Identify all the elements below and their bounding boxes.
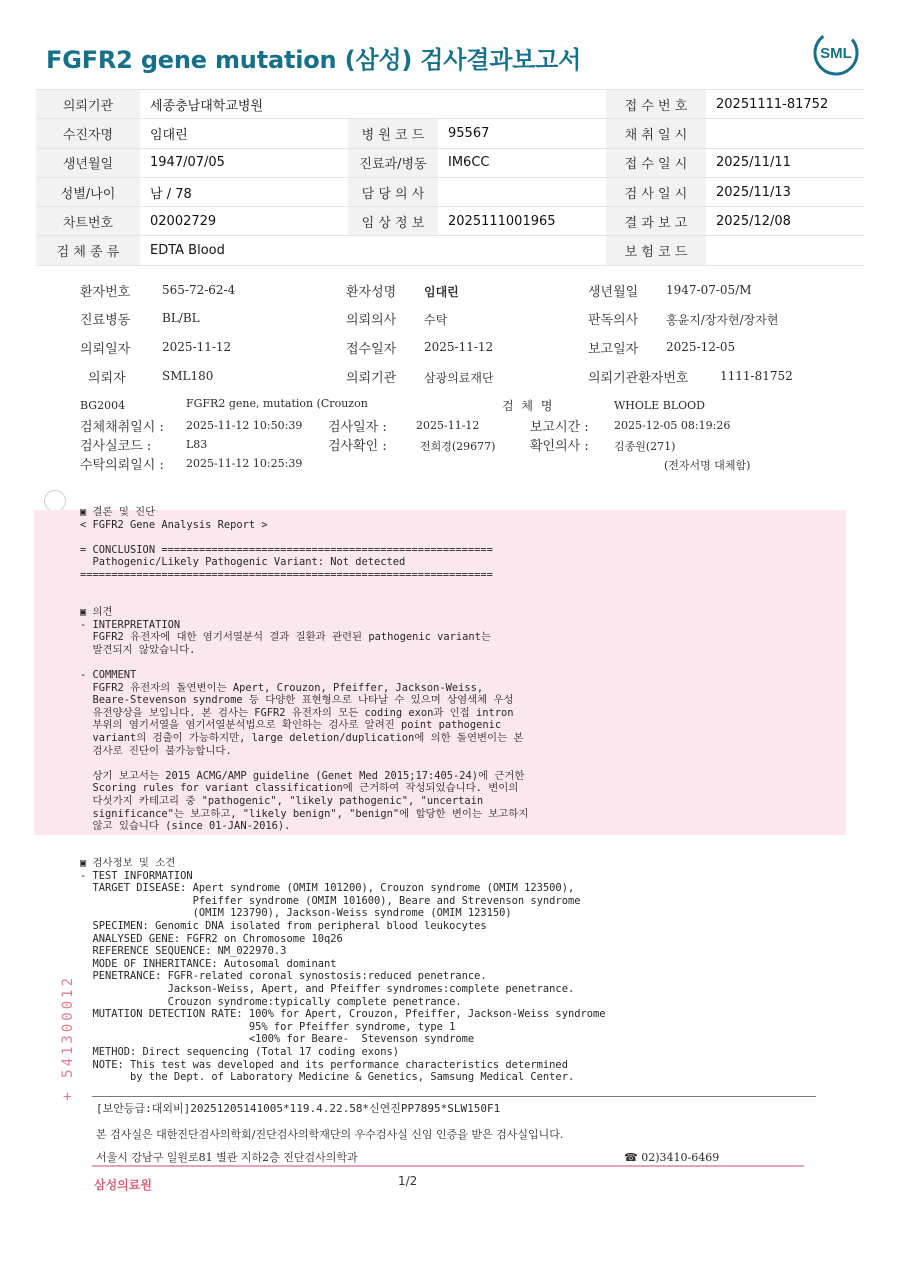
patient-field-label: 의뢰기관환자번호 [588, 371, 689, 386]
specimen-value: WHOLE BLOOD [614, 399, 705, 412]
test-name: FGFR2 gene, mutation (Crouzon [186, 397, 368, 410]
header-label-cell: 생년월일 [36, 148, 140, 177]
conclusion-section: ▣ 결론 및 진단 < FGFR2 Gene Analysis Report > = CONCLUSION ===================================================== Pathogenic/Likely Pathogenic Variant: Not detected ================================================================== [80, 506, 493, 581]
test-code: BG2004 [80, 399, 126, 412]
header-label-cell: 접 수 번 호 [606, 90, 706, 119]
patient-field-label: 판독의사 [588, 313, 639, 328]
patient-field-value: 2025-11-12 [162, 340, 232, 354]
header-value-cell: 남 / 78 [140, 177, 348, 206]
punch-hole [44, 490, 66, 512]
exam-date-label: 검사일자 : [328, 420, 387, 435]
header-value-cell: IM6CC [438, 148, 606, 177]
header-value-cell: 02002729 [140, 207, 348, 236]
patient-field-value: 1111-81752 [720, 369, 793, 383]
header-label-cell: 임 상 정 보 [348, 207, 438, 236]
header-value-cell: 임대린 [140, 119, 348, 148]
patient-field-value: 수탁 [424, 313, 448, 327]
header-value-cell: 20251111-81752 [706, 90, 864, 119]
order-value: 2025-11-12 10:25:39 [186, 457, 303, 470]
patient-field-label: 접수일자 [346, 342, 397, 357]
header-label-cell: 의뢰기관 [36, 90, 140, 119]
lab-address: 서울시 강남구 일원로81 별관 지하2층 진단검사의학과 [96, 1151, 358, 1164]
certification-note: 본 검사실은 대한진단검사의학회/진단검사의학재단의 우수검사실 신임 인증을 받은 검사실입니다. [96, 1128, 564, 1141]
sml-logo-text: SML [820, 45, 852, 62]
confirm-label: 검사확인 : [328, 439, 387, 454]
patient-field-value: SML180 [162, 369, 214, 383]
patient-field-label: 환자번호 [80, 285, 131, 300]
sml-logo [812, 30, 860, 76]
lab-code-label: 검사실코드 : [80, 439, 152, 454]
header-label-cell: 보 험 코 드 [606, 236, 706, 265]
patient-field-value: 임대린 [424, 285, 459, 299]
specimen-label: 검 체 명 [502, 399, 555, 413]
header-value-cell: 1947/07/05 [140, 148, 348, 177]
header-label-cell: 검 사 일 시 [606, 177, 706, 206]
samsung-brand: 삼성의료원 [94, 1178, 152, 1192]
header-label-cell: 진료과/병동 [348, 148, 438, 177]
patient-field-label: 환자성명 [346, 285, 397, 300]
header-label-cell: 차트번호 [36, 207, 140, 236]
confirm-value: 전희경(29677) [420, 440, 496, 453]
patient-field-label: 의뢰기관 [346, 371, 397, 386]
patient-field-value: 홍윤지/장자현/장자현 [666, 313, 779, 327]
report-time-value: 2025-12-05 08:19:26 [614, 419, 731, 432]
doctor-label: 확인의사 : [530, 439, 589, 454]
patient-field-label: 생년월일 [588, 285, 639, 300]
exam-date-value: 2025-11-12 [416, 419, 480, 432]
footer-pink-line [92, 1165, 804, 1167]
header-row [36, 207, 864, 236]
patient-field-value: 2025-12-05 [666, 340, 736, 354]
header-info-table [36, 89, 864, 266]
header-row [36, 119, 864, 148]
header-value-cell [348, 90, 438, 119]
header-row [36, 177, 864, 206]
header-label-cell: 채 취 일 시 [606, 119, 706, 148]
doctor-value: 김종원(271) [614, 440, 676, 453]
security-line: [보안등급:대외비]20251205141005*119.4.22.58*신연진PP7895*SLW150F1 [96, 1102, 501, 1115]
header-label-cell: 검 체 종 류 [36, 236, 140, 265]
header-value-cell: 2025111001965 [438, 207, 606, 236]
header-value-cell [706, 236, 864, 265]
header-value-cell [348, 236, 438, 265]
header-value-cell [438, 90, 606, 119]
header-value-cell: EDTA Blood [140, 236, 348, 265]
footer-divider [92, 1096, 816, 1097]
page-number: 1/2 [398, 1174, 418, 1188]
lab-code-value: L83 [186, 438, 208, 451]
header-value-cell: 95567 [438, 119, 606, 148]
header-value-cell [438, 177, 606, 206]
patient-field-label: 의뢰일자 [80, 342, 131, 357]
patient-field-value: BL/BL [162, 311, 200, 325]
header-value-cell: 2025/12/08 [706, 207, 864, 236]
patient-field-value: 1947-07-05/M [666, 283, 752, 297]
patient-field-value: 삼광의료재단 [424, 371, 494, 385]
header-label-cell: 담 당 의 사 [348, 177, 438, 206]
esign-note: (전자서명 대체함) [664, 459, 751, 472]
header-label-cell: 접 수 일 시 [606, 148, 706, 177]
vertical-barcode-number: + 541300012 [60, 975, 76, 1101]
collect-value: 2025-11-12 10:50:39 [186, 419, 303, 432]
report-time-label: 보고시간 : [530, 420, 589, 435]
header-value-cell: 2025/11/13 [706, 177, 864, 206]
patient-field-value: 565-72-62-4 [162, 283, 236, 297]
header-label-cell: 결 과 보 고 [606, 207, 706, 236]
lab-phone: ☎ 02)3410-6469 [624, 1151, 720, 1164]
patient-field-label: 보고일자 [588, 342, 639, 357]
header-row [36, 90, 864, 119]
test-information-section: ▣ 검사정보 및 소견 - TEST INFORMATION TARGET DISEASE: Apert syndrome (OMIM 101200), Crouzon syndrome (OMIM 123500), Pfeiffer syndrome (OMIM 101600), Beare and Strevenson syndrome (OMIM 123790), Jackson-Weiss syndrome (OMIM 123150) SPECIMEN: Genomic DNA isolated from peripheral blood leukocytes ANALYSED GENE: FGFR2 on Chromosome 10q26 REFERENCE SEQUENCE: NM_022970.3 MODE OF INHERITANCE: Autosomal dominant PENETRANCE: FGFR-related coronal synostosis:reduced penetrance. Jackson-Weiss, Apert, and Pfeiffer syndromes:complete penetrance. Crouzon syndrome:typically complete penetrance. MUTATION DETECTION RATE: 100% for Apert, Crouzon, Pfeiffer, Jackson-Weiss syndrome 95% for Pfeiffer syndrome, type 1 <100% for Beare- Stevenson syndrome METHOD: Direct sequencing (Total 17 coding exons) NOTE: This test was developed and its performance characteristics determined by the Dept. of Laboratory Medicine & Genetics, Samsung Medical Center. [80, 857, 606, 1084]
patient-field-label: 의뢰의사 [346, 313, 397, 328]
header-row [36, 236, 864, 265]
order-label: 수탁의뢰일시 : [80, 458, 164, 473]
header-label-cell: 병 원 코 드 [348, 119, 438, 148]
opinion-section: ▣ 의견 - INTERPRETATION FGFR2 유전자에 대한 염기서열분석 결과 질환과 관련된 pathogenic variant는 발견되지 않았습니다. - COMMENT FGFR2 유전자의 돌연변이는 Apert, Crouzon, Pfeiffer, Jackson-Weiss, Beare-Stevenson syndrome 등 다양한 표현형으로 나타날 수 있으며 상염색체 우성 유전양상을 보입니다. 본 검사는 FGFR2 유전자의 모든 coding exon과 인접 intron 부위의 염기서열을 염기서열분석법으로 확인하는 검사로 알려진 point pathogenic variant의 검출이 가능하지만, large deletion/duplication에 의한 돌연변이는 본 검사로 진단이 불가능합니다. 상기 보고서는 2015 ACMG/AMP guideline (Genet Med 2015;17:405-24)에 근거한 Scoring rules for variant classification에 근거하여 작성되었습니다. 변이의 다섯가지 카테고리 중 "pathogenic", "likely pathogenic", "uncertain significance"는 보고하고, "likely benign", "benign"에 합당한 변이는 보고하지 않고 있습니다 (since 01-JAN-2016). [80, 606, 529, 833]
header-label-cell: 수진자명 [36, 119, 140, 148]
patient-field-label: 의뢰자 [88, 371, 126, 386]
header-value-cell: 세종충남대학교병원 [140, 90, 348, 119]
header-row [36, 148, 864, 177]
report-title: FGFR2 gene mutation (삼성) 검사결과보고서 [46, 46, 582, 74]
header-value-cell [438, 236, 606, 265]
header-value-cell [706, 119, 864, 148]
patient-field-label: 진료병동 [80, 313, 131, 328]
patient-field-value: 2025-11-12 [424, 340, 494, 354]
collect-label: 검체채취일시 : [80, 420, 164, 435]
header-label-cell: 성별/나이 [36, 177, 140, 206]
header-value-cell: 2025/11/11 [706, 148, 864, 177]
